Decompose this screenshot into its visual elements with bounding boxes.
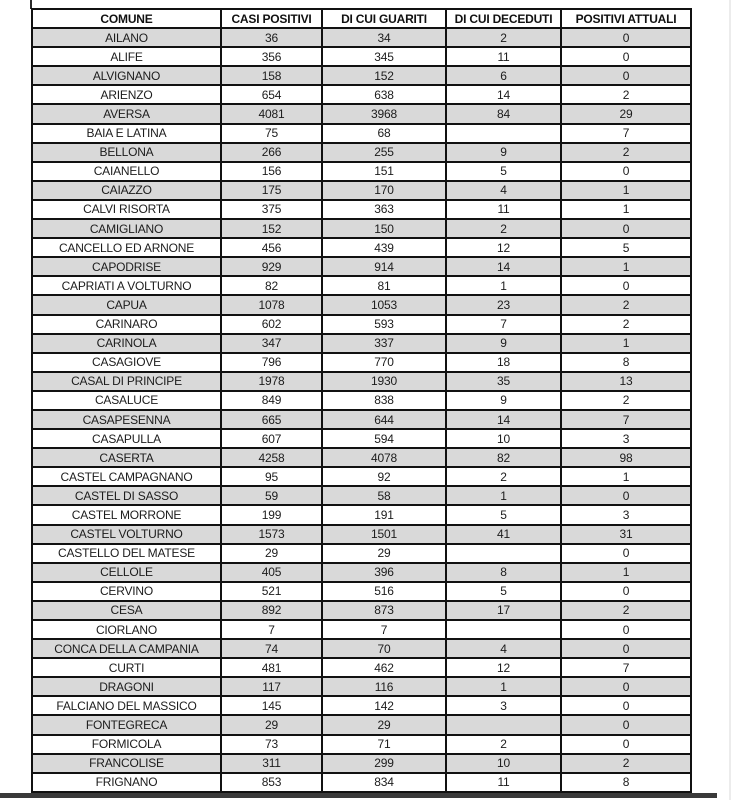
di-cui-guariti-cell: 92	[323, 468, 447, 485]
casi-positivi-cell: 4081	[222, 105, 323, 122]
di-cui-deceduti-cell: 23	[447, 296, 562, 313]
positivi-attuali-cell: 1	[622, 202, 630, 217]
di-cui-guariti-cell: 594	[323, 430, 447, 447]
di-cui-guariti-cell: 142	[323, 697, 447, 714]
casi-positivi-cell: 145	[222, 697, 323, 714]
di-cui-guariti-cell: 150	[323, 220, 447, 237]
comune-cell: CASTEL CAMPAGNANO	[33, 468, 222, 485]
di-cui-guariti-cell: 1053	[323, 296, 447, 313]
positivi-attuali-cell: 7	[622, 412, 630, 427]
di-cui-guariti-cell: 345	[323, 48, 447, 65]
di-cui-guariti-cell: 70	[323, 640, 447, 657]
positivi-attuali-cell: 8	[622, 355, 630, 370]
column-header-di-cui-deceduti: DI CUI DECEDUTI	[447, 10, 562, 27]
table-row	[33, 774, 690, 791]
table-row	[33, 48, 690, 67]
casi-positivi-cell: 74	[222, 640, 323, 657]
table-row	[33, 29, 690, 48]
di-cui-deceduti-cell: 12	[447, 659, 562, 676]
comune-cell: AVERSA	[33, 105, 222, 122]
table-row	[33, 506, 690, 525]
casi-positivi-cell: 82	[222, 277, 323, 294]
di-cui-guariti-cell: 34	[323, 29, 447, 46]
column-header-casi-positivi: CASI POSITIVI	[222, 10, 323, 27]
di-cui-guariti-cell: 337	[323, 335, 447, 352]
comune-cell: BAIA E LATINA	[33, 125, 222, 142]
comune-cell: CELLOLE	[33, 564, 222, 581]
casi-positivi-cell: 29	[222, 545, 323, 562]
casi-positivi-cell: 1573	[222, 526, 323, 543]
positivi-attuali-cell: 29	[619, 107, 633, 122]
positivi-attuali-cell: 0	[622, 584, 630, 599]
comune-cell: CONCA DELLA CAMPANIA	[33, 640, 222, 657]
table-row	[33, 545, 690, 564]
comune-cell: ALIFE	[33, 48, 222, 65]
casi-positivi-cell: 929	[222, 258, 323, 275]
positivi-attuali-cell: 2	[622, 297, 630, 312]
casi-positivi-cell: 266	[222, 144, 323, 161]
di-cui-guariti-cell: 68	[323, 125, 447, 142]
casi-positivi-cell: 602	[222, 316, 323, 333]
di-cui-deceduti-cell	[447, 621, 562, 638]
di-cui-guariti-cell: 363	[323, 201, 447, 218]
positivi-attuali-cell: 0	[622, 49, 630, 64]
di-cui-guariti-cell: 1501	[323, 526, 447, 543]
comune-cell: CAPUA	[33, 296, 222, 313]
positivi-attuali-cell: 98	[619, 450, 633, 465]
casi-positivi-cell: 152	[222, 220, 323, 237]
table-row	[33, 220, 690, 239]
table-row	[33, 354, 690, 373]
di-cui-guariti-cell: 116	[323, 678, 447, 695]
di-cui-deceduti-cell: 84	[447, 105, 562, 122]
comune-cell: DRAGONI	[33, 678, 222, 695]
positivi-attuali-cell: 1	[622, 336, 630, 351]
positivi-attuali-cell: 0	[622, 164, 630, 179]
di-cui-guariti-cell: 170	[323, 182, 447, 199]
di-cui-guariti-cell: 255	[323, 144, 447, 161]
table-row	[33, 373, 690, 392]
comune-cell: CURTI	[33, 659, 222, 676]
di-cui-guariti-cell: 71	[323, 736, 447, 753]
table-row	[33, 392, 690, 411]
di-cui-deceduti-cell: 4	[447, 640, 562, 657]
di-cui-guariti-cell: 1930	[323, 373, 447, 390]
comune-cell: FORMICOLA	[33, 736, 222, 753]
comune-cell: CAPODRISE	[33, 258, 222, 275]
di-cui-guariti-cell: 81	[323, 277, 447, 294]
di-cui-guariti-cell: 191	[323, 506, 447, 523]
casi-positivi-cell: 199	[222, 506, 323, 523]
window-bottom-edge-bar	[0, 793, 717, 798]
di-cui-deceduti-cell: 12	[447, 239, 562, 256]
casi-positivi-cell: 356	[222, 48, 323, 65]
di-cui-guariti-cell: 4078	[323, 449, 447, 466]
di-cui-deceduti-cell: 7	[447, 316, 562, 333]
comune-cell: CAIANELLO	[33, 163, 222, 180]
casi-positivi-cell: 607	[222, 430, 323, 447]
comune-cell: FONTEGRECA	[33, 716, 222, 733]
table-row	[33, 736, 690, 755]
table-row	[33, 67, 690, 86]
di-cui-deceduti-cell: 10	[447, 430, 562, 447]
comune-cell: CASAPESENNA	[33, 411, 222, 428]
table-row	[33, 411, 690, 430]
comune-cell: CASAPULLA	[33, 430, 222, 447]
di-cui-deceduti-cell: 2	[447, 220, 562, 237]
positivi-attuali-cell: 2	[622, 87, 630, 102]
casi-positivi-cell: 117	[222, 678, 323, 695]
di-cui-deceduti-cell: 2	[447, 736, 562, 753]
comune-cell: BELLONA	[33, 144, 222, 161]
casi-positivi-cell: 892	[222, 602, 323, 619]
comune-cell: CANCELLO ED ARNONE	[33, 239, 222, 256]
casi-positivi-cell: 405	[222, 564, 323, 581]
casi-positivi-cell: 1078	[222, 296, 323, 313]
positivi-attuali-cell: 0	[622, 698, 630, 713]
di-cui-guariti-cell: 644	[323, 411, 447, 428]
comune-cell: CAPRIATI A VOLTURNO	[33, 277, 222, 294]
comune-cell: ARIENZO	[33, 86, 222, 103]
di-cui-deceduti-cell: 9	[447, 144, 562, 161]
di-cui-guariti-cell: 914	[323, 258, 447, 275]
casi-positivi-cell: 521	[222, 583, 323, 600]
di-cui-guariti-cell: 516	[323, 583, 447, 600]
table-row	[33, 144, 690, 163]
di-cui-guariti-cell: 3968	[323, 105, 447, 122]
comune-cell: CERVINO	[33, 583, 222, 600]
comune-cell: CIORLANO	[33, 621, 222, 638]
di-cui-deceduti-cell: 2	[447, 468, 562, 485]
positivi-attuali-cell: 1	[622, 259, 630, 274]
table-row	[33, 468, 690, 487]
table-row	[33, 277, 690, 296]
header-row	[33, 10, 690, 29]
di-cui-deceduti-cell: 1	[447, 487, 562, 504]
di-cui-deceduti-cell: 5	[447, 163, 562, 180]
casi-positivi-cell: 665	[222, 411, 323, 428]
positivi-attuali-cell: 0	[622, 718, 630, 733]
table-row	[33, 125, 690, 144]
comune-cell: CARINARO	[33, 316, 222, 333]
comune-cell: CASTEL DI SASSO	[33, 487, 222, 504]
comune-cell: FRIGNANO	[33, 774, 222, 791]
table-row	[33, 621, 690, 640]
di-cui-deceduti-cell: 82	[447, 449, 562, 466]
casi-positivi-cell: 156	[222, 163, 323, 180]
table-row	[33, 697, 690, 716]
positivi-attuali-cell: 0	[622, 30, 630, 45]
di-cui-guariti-cell: 29	[323, 716, 447, 733]
casi-positivi-cell: 59	[222, 487, 323, 504]
di-cui-deceduti-cell: 41	[447, 526, 562, 543]
positivi-attuali-cell: 0	[622, 679, 630, 694]
di-cui-guariti-cell: 439	[323, 239, 447, 256]
comune-cell: CAMIGLIANO	[33, 220, 222, 237]
di-cui-guariti-cell: 593	[323, 316, 447, 333]
di-cui-deceduti-cell	[447, 545, 562, 562]
table-row	[33, 716, 690, 735]
di-cui-deceduti-cell: 2	[447, 29, 562, 46]
di-cui-deceduti-cell: 14	[447, 258, 562, 275]
di-cui-deceduti-cell: 35	[447, 373, 562, 390]
di-cui-guariti-cell: 7	[323, 621, 447, 638]
di-cui-deceduti-cell: 14	[447, 411, 562, 428]
casi-positivi-cell: 1978	[222, 373, 323, 390]
table-row	[33, 659, 690, 678]
casi-positivi-cell: 36	[222, 29, 323, 46]
comune-cell: CASALUCE	[33, 392, 222, 409]
positivi-attuali-cell: 1	[622, 469, 630, 484]
di-cui-guariti-cell: 838	[323, 392, 447, 409]
table-row	[33, 640, 690, 659]
di-cui-deceduti-cell: 5	[447, 583, 562, 600]
comune-cell: CASTEL VOLTURNO	[33, 526, 222, 543]
table-row	[33, 755, 690, 774]
comune-cell: FALCIANO DEL MASSICO	[33, 697, 222, 714]
column-header-positivi-attuali: POSITIVI ATTUALI	[575, 11, 677, 26]
casi-positivi-cell: 4258	[222, 449, 323, 466]
di-cui-deceduti-cell: 18	[447, 354, 562, 371]
table-row	[33, 487, 690, 506]
positivi-attuali-cell: 0	[622, 68, 630, 83]
page-edge-line	[729, 0, 731, 800]
positivi-attuali-cell: 3	[622, 431, 630, 446]
casi-positivi-cell: 75	[222, 125, 323, 142]
di-cui-deceduti-cell: 14	[447, 86, 562, 103]
positivi-attuali-cell: 2	[622, 317, 630, 332]
di-cui-guariti-cell: 299	[323, 755, 447, 772]
comune-cell: CALVI RISORTA	[33, 201, 222, 218]
di-cui-guariti-cell: 29	[323, 545, 447, 562]
di-cui-guariti-cell: 770	[323, 354, 447, 371]
di-cui-guariti-cell: 152	[323, 67, 447, 84]
table-row	[33, 258, 690, 277]
positivi-attuali-cell: 2	[622, 145, 630, 160]
column-header-di-cui-guariti: DI CUI GUARITI	[323, 10, 447, 27]
table-row	[33, 449, 690, 468]
di-cui-deceduti-cell: 5	[447, 506, 562, 523]
casi-positivi-cell: 311	[222, 755, 323, 772]
table-row	[33, 105, 690, 124]
di-cui-deceduti-cell: 8	[447, 564, 562, 581]
positivi-attuali-cell: 2	[622, 393, 630, 408]
positivi-attuali-cell: 13	[619, 374, 633, 389]
table-row	[33, 583, 690, 602]
casi-positivi-cell: 158	[222, 67, 323, 84]
di-cui-guariti-cell: 151	[323, 163, 447, 180]
table-row	[33, 316, 690, 335]
di-cui-deceduti-cell: 10	[447, 755, 562, 772]
di-cui-guariti-cell: 462	[323, 659, 447, 676]
table-row	[33, 430, 690, 449]
di-cui-deceduti-cell	[447, 716, 562, 733]
comuni-covid-table	[31, 8, 692, 793]
positivi-attuali-cell: 0	[622, 488, 630, 503]
positivi-attuali-cell: 0	[622, 737, 630, 752]
comune-cell: CASAGIOVE	[33, 354, 222, 371]
casi-positivi-cell: 347	[222, 335, 323, 352]
comune-cell: CASAL DI PRINCIPE	[33, 373, 222, 390]
table-row	[33, 602, 690, 621]
table-row	[33, 564, 690, 583]
di-cui-guariti-cell: 58	[323, 487, 447, 504]
di-cui-deceduti-cell: 9	[447, 335, 562, 352]
table-row	[33, 335, 690, 354]
di-cui-guariti-cell: 873	[323, 602, 447, 619]
casi-positivi-cell: 7	[222, 621, 323, 638]
positivi-attuali-cell: 7	[622, 660, 630, 675]
comune-cell: CASTELLO DEL MATESE	[33, 545, 222, 562]
table-row	[33, 296, 690, 315]
table-row	[33, 86, 690, 105]
comune-cell: ALVIGNANO	[33, 67, 222, 84]
casi-positivi-cell: 849	[222, 392, 323, 409]
table-row	[33, 678, 690, 697]
column-header-comune: COMUNE	[33, 10, 222, 27]
positivi-attuali-cell: 8	[622, 775, 630, 790]
casi-positivi-cell: 375	[222, 201, 323, 218]
positivi-attuali-cell: 1	[622, 183, 630, 198]
table-row	[33, 182, 690, 201]
positivi-attuali-cell: 3	[622, 507, 630, 522]
di-cui-guariti-cell: 834	[323, 774, 447, 791]
di-cui-guariti-cell: 396	[323, 564, 447, 581]
table-row	[33, 201, 690, 220]
positivi-attuali-cell: 7	[622, 126, 630, 141]
casi-positivi-cell: 456	[222, 239, 323, 256]
di-cui-deceduti-cell: 11	[447, 48, 562, 65]
casi-positivi-cell: 654	[222, 86, 323, 103]
positivi-attuali-cell: 0	[622, 278, 630, 293]
comune-cell: CARINOLA	[33, 335, 222, 352]
positivi-attuali-cell: 0	[622, 221, 630, 236]
di-cui-deceduti-cell	[447, 125, 562, 142]
casi-positivi-cell: 853	[222, 774, 323, 791]
di-cui-deceduti-cell: 1	[447, 277, 562, 294]
di-cui-deceduti-cell: 11	[447, 201, 562, 218]
positivi-attuali-cell: 2	[622, 756, 630, 771]
di-cui-deceduti-cell: 17	[447, 602, 562, 619]
di-cui-guariti-cell: 638	[323, 86, 447, 103]
di-cui-deceduti-cell: 4	[447, 182, 562, 199]
di-cui-deceduti-cell: 6	[447, 67, 562, 84]
casi-positivi-cell: 73	[222, 736, 323, 753]
casi-positivi-cell: 29	[222, 716, 323, 733]
positivi-attuali-cell: 31	[619, 527, 633, 542]
comune-cell: CESA	[33, 602, 222, 619]
casi-positivi-cell: 175	[222, 182, 323, 199]
casi-positivi-cell: 796	[222, 354, 323, 371]
comune-cell: CAIAZZO	[33, 182, 222, 199]
casi-positivi-cell: 481	[222, 659, 323, 676]
comune-cell: AILANO	[33, 29, 222, 46]
di-cui-deceduti-cell: 11	[447, 774, 562, 791]
positivi-attuali-cell: 0	[622, 546, 630, 561]
positivi-attuali-cell: 0	[622, 622, 630, 637]
comune-cell: FRANCOLISE	[33, 755, 222, 772]
di-cui-deceduti-cell: 3	[447, 697, 562, 714]
di-cui-deceduti-cell: 9	[447, 392, 562, 409]
positivi-attuali-cell: 2	[622, 603, 630, 618]
comune-cell: CASTEL MORRONE	[33, 506, 222, 523]
casi-positivi-cell: 95	[222, 468, 323, 485]
di-cui-deceduti-cell: 1	[447, 678, 562, 695]
table-row	[33, 239, 690, 258]
positivi-attuali-cell: 0	[622, 641, 630, 656]
table-row	[33, 526, 690, 545]
comune-cell: CASERTA	[33, 449, 222, 466]
table-row	[33, 163, 690, 182]
positivi-attuali-cell: 1	[622, 565, 630, 580]
positivi-attuali-cell: 5	[622, 240, 630, 255]
